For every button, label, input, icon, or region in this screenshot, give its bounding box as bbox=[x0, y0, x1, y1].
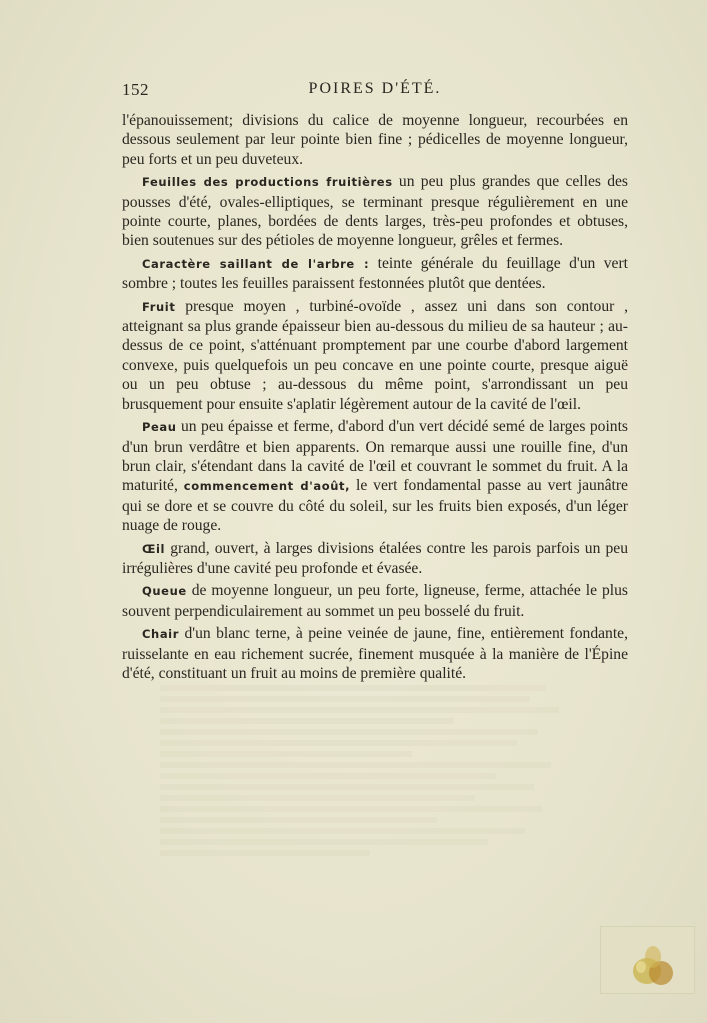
paragraph-text: d'un blanc terne, à peine veinée de jaune, fine, entièrement fondante, ruisselante en eau richement sucrée, finement musquée à la manière de l'Épine d'été, constituant un fruit au moins de première qualité. bbox=[122, 625, 628, 682]
paragraph-text: le vert fondamental passe au vert jaunâtre qui se dore et se couvre du côté du soleil, sur les fruits bien exposés, d'un léger nuage de rouge. bbox=[122, 477, 628, 535]
paragraph-text: l'épanouissement; divisions du calice de moyenne longueur, recourbées en dessous seulement par leur pointe bien fine ; pédicelles de moyenne longueur, peu forts et un peu duveteux. bbox=[122, 112, 628, 168]
paragraph-text: un peu plus grandes que celles des pousses d'été, ovales-elliptiques, se terminant presque régulièrement en une pointe courte, planes, bordées de dents larges, très-peu profondes et obtuses, bien soutenues sur des pétioles de moyenne longueur, grêles et fermes. bbox=[122, 173, 628, 250]
paragraph-tree-character bbox=[122, 254, 628, 294]
pear-thumbnail bbox=[600, 926, 695, 994]
paragraph-skin bbox=[122, 417, 628, 535]
paragraph-text: presque moyen , turbiné-ovoïde , assez uni dans son contour , atteignant sa plus grande épaisseur bien au-dessous du milieu de sa hauteur ; au-dessus de ce point, s'atténuant promptement par une courbe d'abord largement convexe, puis quelquefois un peu concave en une pointe courte, presque aiguë ou un peu obtuse ; au-dessous du même point, s'arrondissant un peu brusquement pour ensuite s'aplatir légèrement autour de la cavité de l'œil. bbox=[122, 297, 628, 413]
paragraph-eye bbox=[122, 539, 628, 579]
paragraph-heading: Queue bbox=[142, 584, 187, 599]
ripening-period: commencement d'août, bbox=[183, 479, 351, 494]
paragraph-fruit bbox=[122, 297, 628, 414]
paragraph-stalk bbox=[122, 581, 628, 621]
paragraph-text: un peu épaisse et ferme, d'abord d'un vert décidé semé de larges points d'un brun verdâtre et bien apparents. On remarque aussi une rouille fine, d'un brun clair, s'étendant dans la cavité de l'œil et couvrant le sommet du fruit. A la maturité, bbox=[122, 418, 628, 495]
paragraph-heading: Peau bbox=[142, 420, 177, 435]
pear-icon bbox=[601, 927, 694, 993]
paragraph-text: teinte générale du feuillage d'un vert sombre ; toutes les feuilles paraissent festonnées plutôt que dentées. bbox=[122, 254, 629, 293]
running-title: POIRES D'ÉTÉ. bbox=[308, 80, 442, 97]
paragraph-text: de moyenne longueur, un peu forte, ligneuse, ferme, attachée le plus souvent perpendiculairement au sommet un peu bosselé du fruit. bbox=[122, 582, 628, 620]
body-text bbox=[122, 111, 628, 686]
page-header bbox=[122, 80, 628, 104]
paragraph-text: grand, ouvert, à larges divisions étalées contre les parois parfois un peu irrégulières d'une cavité peu profonde et évasée. bbox=[122, 539, 628, 577]
paragraph-heading: Chair bbox=[142, 627, 180, 642]
paragraph-heading: Fruit bbox=[142, 299, 176, 314]
paragraph-leaves bbox=[122, 172, 628, 251]
paragraph-heading: Œil bbox=[142, 541, 166, 556]
page-number: 152 bbox=[122, 80, 149, 99]
paragraph-heading: Feuilles des productions fruitières bbox=[142, 175, 393, 190]
paragraph-flesh bbox=[122, 624, 628, 683]
paragraph-heading: Caractère saillant de l'arbre : bbox=[142, 256, 370, 271]
show-through-text bbox=[160, 680, 580, 940]
paragraph-flower bbox=[122, 111, 628, 169]
